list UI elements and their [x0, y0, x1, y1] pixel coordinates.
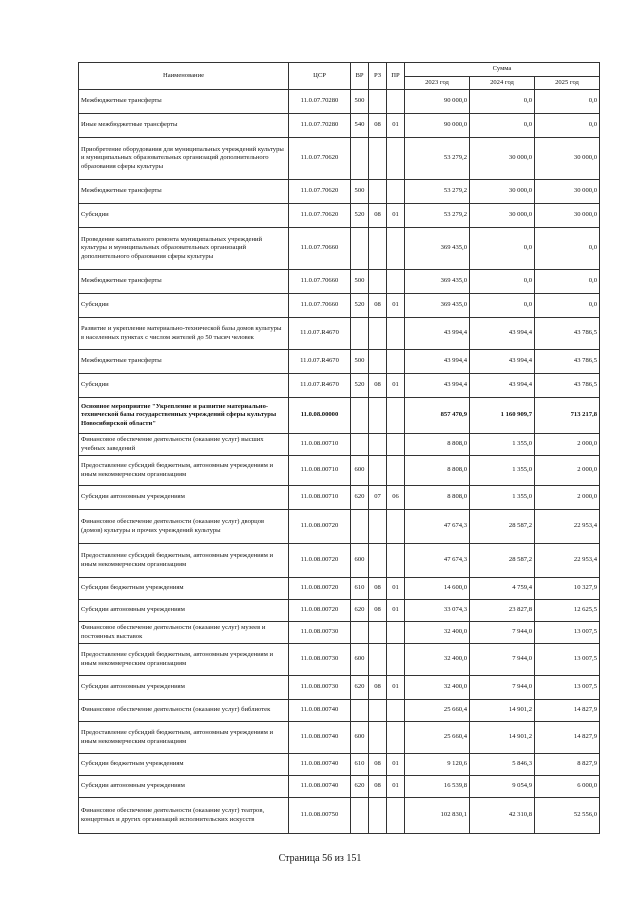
row-sum-2023: 90 000,0 [405, 114, 470, 138]
row-vr [351, 700, 369, 722]
row-vr: 500 [351, 350, 369, 374]
row-sum-2025: 30 000,0 [535, 138, 600, 180]
row-name: Субсидии [79, 374, 289, 398]
row-pr [387, 228, 405, 270]
row-sum-2024: 42 310,8 [470, 798, 535, 834]
row-name: Финансовое обеспечение деятельности (оказание услуг) музеев и постоянных выставок [79, 622, 289, 644]
row-sum-2023: 14 600,0 [405, 578, 470, 600]
row-csr: 11.0.08.00710 [289, 456, 351, 486]
table-row [79, 600, 600, 622]
row-rz [369, 318, 387, 350]
row-sum-2025: 43 786,5 [535, 318, 600, 350]
row-pr [387, 90, 405, 114]
header-year-2024: 2024 год [470, 77, 535, 90]
row-rz [369, 350, 387, 374]
row-csr: 11.0.07.70280 [289, 90, 351, 114]
row-rz: 07 [369, 486, 387, 510]
row-csr: 11.0.08.00720 [289, 510, 351, 544]
row-sum-2025: 22 953,4 [535, 510, 600, 544]
row-pr [387, 722, 405, 754]
table-row [79, 294, 600, 318]
row-rz: 08 [369, 204, 387, 228]
row-sum-2024: 14 901,2 [470, 700, 535, 722]
row-name: Финансовое обеспечение деятельности (оказание услуг) театров, концертных и других организаций исполнительских искусств [79, 798, 289, 834]
row-pr [387, 544, 405, 578]
row-name: Субсидии бюджетным учреждениям [79, 754, 289, 776]
row-sum-2025: 2 000,0 [535, 486, 600, 510]
row-sum-2024: 0,0 [470, 270, 535, 294]
row-rz: 08 [369, 578, 387, 600]
row-pr [387, 434, 405, 456]
row-name: Финансовое обеспечение деятельности (оказание услуг) библиотек [79, 700, 289, 722]
table-row [79, 510, 600, 544]
table-row [79, 180, 600, 204]
row-sum-2024: 30 000,0 [470, 204, 535, 228]
row-sum-2023: 25 660,4 [405, 700, 470, 722]
row-sum-2024: 43 994,4 [470, 350, 535, 374]
row-rz [369, 622, 387, 644]
row-sum-2023: 369 435,0 [405, 294, 470, 318]
budget-table-container [78, 62, 599, 834]
header-vr: ВР [351, 63, 369, 90]
row-csr: 11.0.08.00720 [289, 578, 351, 600]
row-name: Основное мероприятие "Укрепление и развитие материально-технической базы государственных учреждений сферы культуры Новосибирской области" [79, 398, 289, 434]
row-pr: 01 [387, 600, 405, 622]
row-pr [387, 700, 405, 722]
row-sum-2024: 14 901,2 [470, 722, 535, 754]
table-row [79, 398, 600, 434]
row-pr: 06 [387, 486, 405, 510]
row-csr: 11.0.08.00730 [289, 644, 351, 676]
row-sum-2024: 28 587,2 [470, 544, 535, 578]
row-vr [351, 510, 369, 544]
row-sum-2025: 30 000,0 [535, 180, 600, 204]
row-sum-2023: 369 435,0 [405, 270, 470, 294]
table-row [79, 722, 600, 754]
row-csr: 11.0.07.70620 [289, 204, 351, 228]
header-csr: ЦСР [289, 63, 351, 90]
row-csr: 11.0.07.70660 [289, 228, 351, 270]
row-vr: 620 [351, 776, 369, 798]
row-vr: 620 [351, 600, 369, 622]
row-csr: 11.0.08.00730 [289, 622, 351, 644]
row-sum-2024: 1 160 909,7 [470, 398, 535, 434]
row-sum-2024: 9 054,9 [470, 776, 535, 798]
row-rz [369, 138, 387, 180]
row-vr: 620 [351, 676, 369, 700]
row-pr [387, 138, 405, 180]
row-sum-2024: 0,0 [470, 90, 535, 114]
row-rz [369, 456, 387, 486]
row-vr: 600 [351, 544, 369, 578]
row-vr: 600 [351, 644, 369, 676]
row-csr: 11.0.07.R4670 [289, 318, 351, 350]
row-sum-2024: 30 000,0 [470, 138, 535, 180]
row-vr: 520 [351, 204, 369, 228]
row-sum-2023: 369 435,0 [405, 228, 470, 270]
row-sum-2024: 1 355,0 [470, 486, 535, 510]
row-sum-2024: 7 944,0 [470, 676, 535, 700]
row-sum-2025: 10 327,9 [535, 578, 600, 600]
row-name: Предоставление субсидий бюджетным, автономным учреждениям и иным некоммерческим организациям [79, 644, 289, 676]
row-sum-2024: 0,0 [470, 228, 535, 270]
row-sum-2024: 1 355,0 [470, 434, 535, 456]
row-sum-2025: 43 786,5 [535, 374, 600, 398]
row-vr [351, 434, 369, 456]
row-pr [387, 270, 405, 294]
table-row [79, 270, 600, 294]
row-sum-2023: 53 279,2 [405, 204, 470, 228]
header-row-top [79, 63, 600, 77]
table-row [79, 622, 600, 644]
row-pr [387, 318, 405, 350]
row-csr: 11.0.08.00730 [289, 676, 351, 700]
row-vr: 540 [351, 114, 369, 138]
row-csr: 11.0.08.00740 [289, 754, 351, 776]
row-sum-2025: 14 827,9 [535, 700, 600, 722]
row-sum-2023: 25 660,4 [405, 722, 470, 754]
row-rz [369, 722, 387, 754]
row-sum-2024: 0,0 [470, 114, 535, 138]
table-row [79, 700, 600, 722]
row-sum-2025: 0,0 [535, 228, 600, 270]
row-name: Предоставление субсидий бюджетным, автономным учреждениям и иным некоммерческим организациям [79, 544, 289, 578]
row-rz: 08 [369, 754, 387, 776]
row-pr: 01 [387, 374, 405, 398]
table-row [79, 374, 600, 398]
row-sum-2025: 0,0 [535, 294, 600, 318]
table-row [79, 676, 600, 700]
header-sum: Сумма [405, 63, 600, 77]
row-csr: 11.0.07.R4670 [289, 350, 351, 374]
row-sum-2023: 43 994,4 [405, 374, 470, 398]
row-pr [387, 350, 405, 374]
row-rz [369, 90, 387, 114]
row-sum-2025: 13 007,5 [535, 622, 600, 644]
row-csr: 11.0.07.70620 [289, 138, 351, 180]
row-rz [369, 228, 387, 270]
row-sum-2025: 30 000,0 [535, 204, 600, 228]
row-pr: 01 [387, 114, 405, 138]
row-sum-2023: 8 808,0 [405, 434, 470, 456]
row-sum-2025: 52 556,0 [535, 798, 600, 834]
row-sum-2024: 0,0 [470, 294, 535, 318]
row-name: Межбюджетные трансферты [79, 270, 289, 294]
table-row [79, 486, 600, 510]
row-sum-2025: 43 786,5 [535, 350, 600, 374]
row-sum-2024: 7 944,0 [470, 644, 535, 676]
table-row [79, 644, 600, 676]
row-sum-2023: 9 120,6 [405, 754, 470, 776]
row-vr: 500 [351, 270, 369, 294]
row-name: Межбюджетные трансферты [79, 90, 289, 114]
table-row [79, 434, 600, 456]
row-csr: 11.0.08.00710 [289, 486, 351, 510]
row-name: Развитие и укрепление материально-технической базы домов культуры в населенных пунктах с числом жителей до 50 тысяч человек [79, 318, 289, 350]
table-row [79, 114, 600, 138]
row-sum-2024: 1 355,0 [470, 456, 535, 486]
row-vr [351, 622, 369, 644]
row-pr [387, 180, 405, 204]
row-sum-2023: 47 674,3 [405, 510, 470, 544]
row-pr: 01 [387, 776, 405, 798]
row-pr: 01 [387, 754, 405, 776]
row-csr: 11.0.08.00740 [289, 776, 351, 798]
row-name: Предоставление субсидий бюджетным, автономным учреждениям и иным некоммерческим организациям [79, 722, 289, 754]
row-rz: 08 [369, 676, 387, 700]
row-rz: 08 [369, 374, 387, 398]
row-rz [369, 544, 387, 578]
row-pr [387, 798, 405, 834]
row-csr: 11.0.08.00710 [289, 434, 351, 456]
row-sum-2024: 7 944,0 [470, 622, 535, 644]
row-sum-2023: 43 994,4 [405, 318, 470, 350]
row-name: Иные межбюджетные трансферты [79, 114, 289, 138]
row-sum-2023: 90 000,0 [405, 90, 470, 114]
row-sum-2023: 53 279,2 [405, 180, 470, 204]
row-pr [387, 622, 405, 644]
row-name: Приобретение оборудования для муниципальных учреждений культуры и муниципальных образовательных организаций дополнительного образования сферы культуры [79, 138, 289, 180]
table-row [79, 456, 600, 486]
row-sum-2025: 8 827,9 [535, 754, 600, 776]
row-vr: 500 [351, 90, 369, 114]
row-sum-2025: 0,0 [535, 90, 600, 114]
row-sum-2023: 32 400,0 [405, 644, 470, 676]
row-sum-2025: 0,0 [535, 114, 600, 138]
header-year-2025: 2025 год [535, 77, 600, 90]
row-vr: 600 [351, 722, 369, 754]
row-rz: 08 [369, 294, 387, 318]
row-vr: 620 [351, 486, 369, 510]
row-rz: 08 [369, 600, 387, 622]
table-row [79, 578, 600, 600]
row-pr [387, 510, 405, 544]
table-row [79, 544, 600, 578]
row-rz: 08 [369, 776, 387, 798]
row-rz [369, 510, 387, 544]
row-name: Финансовое обеспечение деятельности (оказание услуг) высших учебных заведений [79, 434, 289, 456]
row-sum-2024: 43 994,4 [470, 374, 535, 398]
row-name: Субсидии бюджетным учреждениям [79, 578, 289, 600]
row-sum-2025: 13 007,5 [535, 644, 600, 676]
row-csr: 11.0.08.00750 [289, 798, 351, 834]
row-sum-2025: 12 625,5 [535, 600, 600, 622]
row-sum-2024: 28 587,2 [470, 510, 535, 544]
row-rz [369, 434, 387, 456]
row-sum-2023: 47 674,3 [405, 544, 470, 578]
row-pr: 01 [387, 204, 405, 228]
row-sum-2023: 8 808,0 [405, 456, 470, 486]
row-vr: 600 [351, 456, 369, 486]
header-year-2023: 2023 год [405, 77, 470, 90]
row-pr: 01 [387, 294, 405, 318]
row-sum-2023: 43 994,4 [405, 350, 470, 374]
row-sum-2024: 5 846,3 [470, 754, 535, 776]
table-row [79, 138, 600, 180]
row-csr: 11.0.07.70660 [289, 294, 351, 318]
header-pr: ПР [387, 63, 405, 90]
row-vr: 520 [351, 294, 369, 318]
row-sum-2025: 6 000,0 [535, 776, 600, 798]
row-vr: 610 [351, 578, 369, 600]
row-name: Субсидии автономным учреждениям [79, 776, 289, 798]
row-name: Межбюджетные трансферты [79, 180, 289, 204]
row-sum-2024: 43 994,4 [470, 318, 535, 350]
header-name: Наименование [79, 63, 289, 90]
table-row [79, 318, 600, 350]
row-name: Проведение капитального ремонта муниципальных учреждений культуры и муниципальных образовательных организаций дополнительного образования сферы культуры [79, 228, 289, 270]
row-sum-2023: 32 400,0 [405, 676, 470, 700]
row-csr: 11.0.07.70280 [289, 114, 351, 138]
row-rz: 08 [369, 114, 387, 138]
row-rz [369, 180, 387, 204]
table-row [79, 754, 600, 776]
row-rz [369, 798, 387, 834]
row-csr: 11.0.08.00720 [289, 600, 351, 622]
row-name: Финансовое обеспечение деятельности (оказание услуг) дворцов (домов) культуры и прочих учреждений культуры [79, 510, 289, 544]
row-name: Субсидии автономным учреждениям [79, 676, 289, 700]
row-sum-2023: 102 830,1 [405, 798, 470, 834]
row-sum-2025: 2 000,0 [535, 456, 600, 486]
table-row [79, 228, 600, 270]
table-row [79, 776, 600, 798]
row-vr [351, 228, 369, 270]
row-rz [369, 270, 387, 294]
row-sum-2023: 53 279,2 [405, 138, 470, 180]
row-vr [351, 138, 369, 180]
row-name: Межбюджетные трансферты [79, 350, 289, 374]
row-sum-2025: 22 953,4 [535, 544, 600, 578]
row-rz [369, 398, 387, 434]
row-name: Предоставление субсидий бюджетным, автономным учреждениям и иным некоммерческим организациям [79, 456, 289, 486]
row-sum-2023: 33 074,3 [405, 600, 470, 622]
row-sum-2023: 32 400,0 [405, 622, 470, 644]
header-rz: РЗ [369, 63, 387, 90]
row-rz [369, 700, 387, 722]
table-row [79, 798, 600, 834]
table-body [79, 90, 600, 834]
row-csr: 11.0.08.00740 [289, 722, 351, 754]
row-vr: 610 [351, 754, 369, 776]
row-pr [387, 456, 405, 486]
table-row [79, 350, 600, 374]
row-pr: 01 [387, 578, 405, 600]
row-csr: 11.0.07.70660 [289, 270, 351, 294]
budget-table [78, 62, 600, 834]
page-footer: Страница 56 из 151 [278, 853, 362, 864]
row-csr: 11.0.07.R4670 [289, 374, 351, 398]
row-sum-2025: 13 007,5 [535, 676, 600, 700]
row-sum-2024: 4 759,4 [470, 578, 535, 600]
row-sum-2025: 14 827,9 [535, 722, 600, 754]
row-rz [369, 644, 387, 676]
row-vr [351, 798, 369, 834]
row-name: Субсидии автономным учреждениям [79, 600, 289, 622]
row-csr: 11.0.08.00720 [289, 544, 351, 578]
table-row [79, 90, 600, 114]
row-pr: 01 [387, 676, 405, 700]
row-sum-2025: 2 000,0 [535, 434, 600, 456]
row-pr [387, 398, 405, 434]
row-name: Субсидии автономным учреждениям [79, 486, 289, 510]
row-sum-2024: 23 827,8 [470, 600, 535, 622]
row-csr: 11.0.08.00000 [289, 398, 351, 434]
row-name: Субсидии [79, 204, 289, 228]
row-vr [351, 318, 369, 350]
row-sum-2023: 8 808,0 [405, 486, 470, 510]
row-sum-2023: 857 470,9 [405, 398, 470, 434]
row-name: Субсидии [79, 294, 289, 318]
row-csr: 11.0.07.70620 [289, 180, 351, 204]
row-csr: 11.0.08.00740 [289, 700, 351, 722]
row-sum-2025: 0,0 [535, 270, 600, 294]
table-row [79, 204, 600, 228]
row-sum-2025: 713 217,8 [535, 398, 600, 434]
row-vr [351, 398, 369, 434]
row-sum-2024: 30 000,0 [470, 180, 535, 204]
row-vr: 500 [351, 180, 369, 204]
row-pr [387, 644, 405, 676]
row-sum-2023: 16 539,8 [405, 776, 470, 798]
row-vr: 520 [351, 374, 369, 398]
